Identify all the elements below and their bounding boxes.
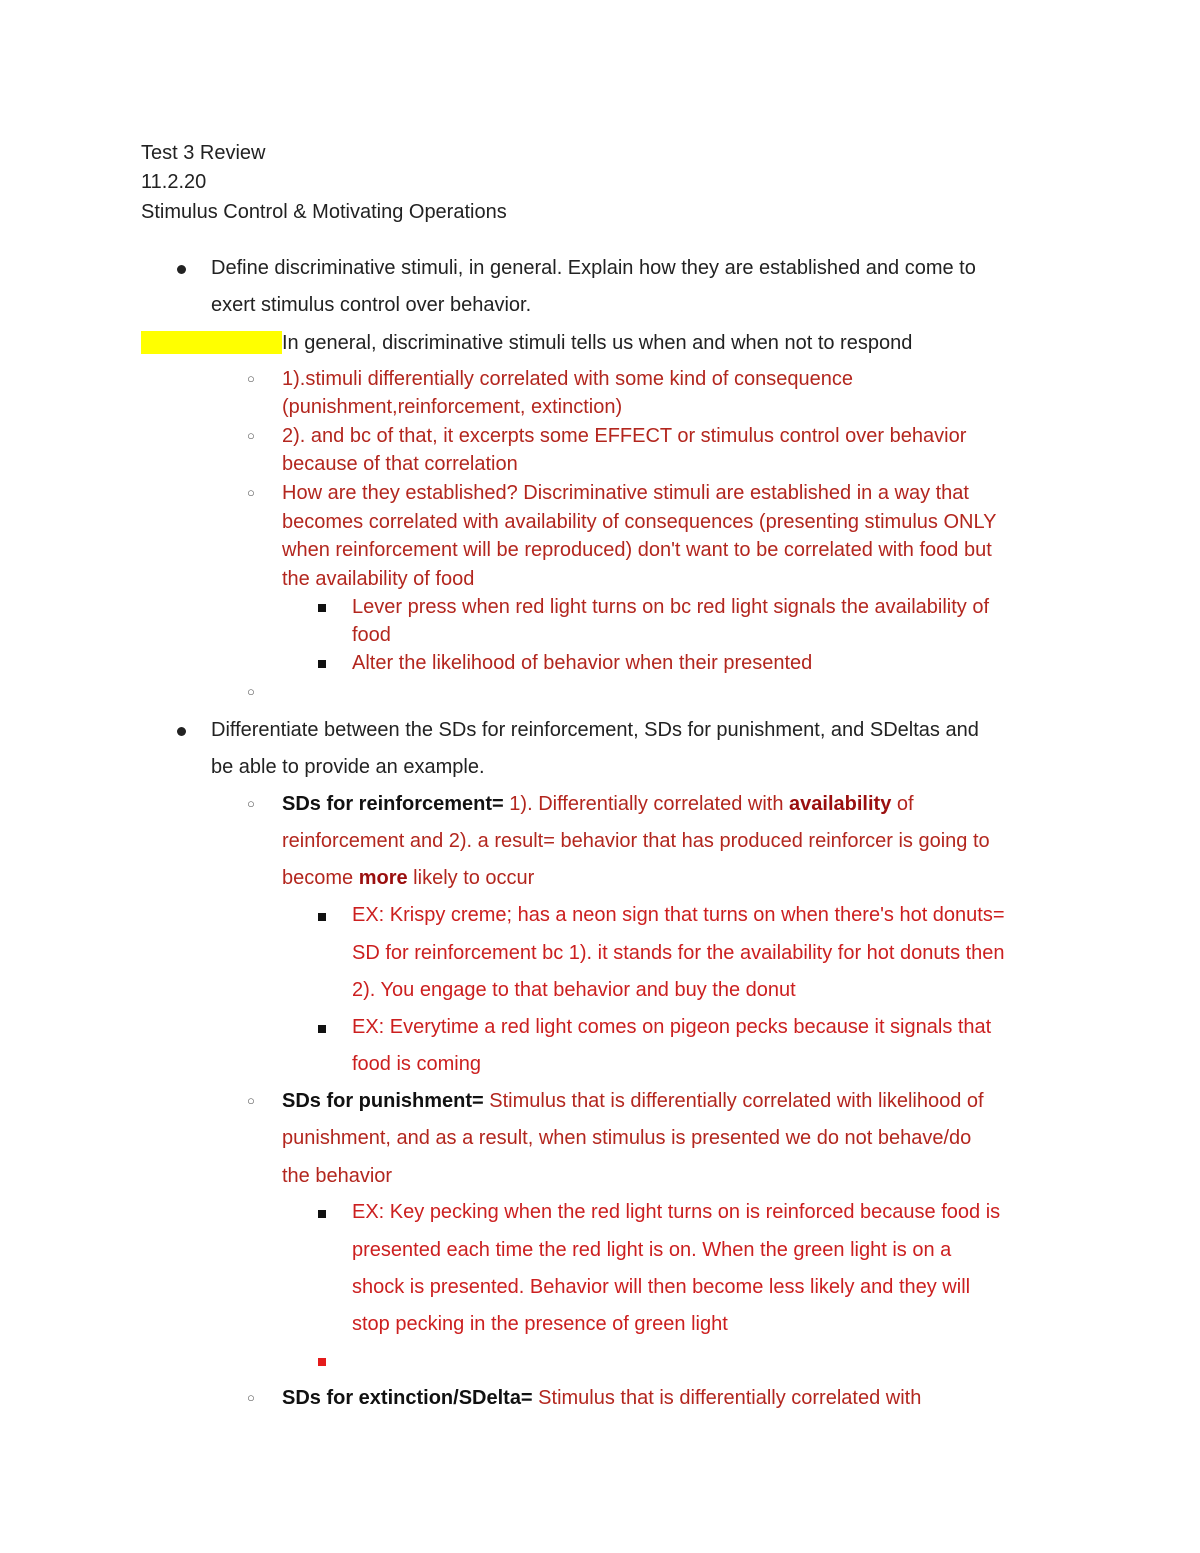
ex2-line-1: Alter the likelihood of behavior when their presented — [352, 652, 813, 674]
question-1-line-1: Define discriminative stimuli, in general. Explain how they are established and come to — [211, 257, 976, 279]
sub1-line-2: (punishment,reinforcement, extinction) — [282, 396, 623, 418]
ex-key-line-3: shock is presented. Behavior will then become less likely and they will — [352, 1276, 971, 1298]
doc-subtitle: Stimulus Control & Motivating Operations — [141, 201, 507, 223]
question-2-line-1: Differentiate between the SDs for reinforcement, SDs for punishment, and SDeltas and — [211, 719, 979, 741]
sdp-line-1 — [282, 1089, 984, 1113]
sdp-text: Stimulus that is differentially correlated with likelihood of — [483, 1090, 984, 1112]
sub3-line-2: becomes correlated with availability of consequences (presenting stimulus ONLY — [282, 511, 997, 533]
circle-bullet-icon: ○ — [247, 371, 255, 386]
circle-bullet-icon: ○ — [247, 1390, 255, 1405]
square-bullet-icon — [318, 913, 326, 921]
ex-key-line-4: stop pecking in the presence of green light — [352, 1313, 728, 1335]
square-bullet-icon — [318, 604, 326, 612]
sdr-text-c: become — [282, 867, 359, 889]
ex1-line-2: food — [352, 624, 391, 646]
square-bullet-icon — [318, 1025, 326, 1033]
sdr-bold-availability: availability — [789, 793, 892, 815]
ex-pigeon-line-1: EX: Everytime a red light comes on pigeon pecks because it signals that — [352, 1016, 992, 1038]
square-bullet-icon — [318, 1210, 326, 1218]
answer-1: In general, discriminative stimuli tells us when and when not to respond — [282, 332, 913, 354]
sdr-text-b: of — [891, 793, 914, 815]
doc-title: Test 3 Review — [141, 142, 266, 164]
sdr-line-3 — [282, 866, 534, 890]
sdr-bold-more: more — [358, 867, 408, 889]
sub2-line-1: 2). and bc of that, it excerpts some EFFECT or stimulus control over behavior — [282, 425, 967, 447]
sub3-line-3: when reinforcement will be reproduced) don't want to be correlated with food but — [282, 539, 992, 561]
sub1-line-1: 1).stimuli differentially correlated with some kind of consequence — [282, 368, 854, 390]
sdp-line-2: punishment, and as a result, when stimulus is presented we do not behave/do — [282, 1127, 972, 1149]
ex1-line-1: Lever press when red light turns on bc red light signals the availability of — [352, 596, 990, 618]
sde-text: Stimulus that is differentially correlated with — [532, 1387, 922, 1409]
circle-bullet-icon: ○ — [247, 796, 255, 811]
question-1-line-2: exert stimulus control over behavior. — [211, 294, 532, 316]
ex-krispy-line-2: SD for reinforcement bc 1). it stands for the availability for hot donuts then — [352, 942, 1005, 964]
sde-line-1 — [282, 1386, 921, 1410]
square-bullet-red-icon — [318, 1358, 326, 1366]
ex-krispy-line-3: 2). You engage to that behavior and buy the donut — [352, 979, 796, 1001]
bullet-dot-icon — [177, 727, 186, 736]
bullet-dot-icon — [177, 265, 186, 274]
sub2-line-2: because of that correlation — [282, 453, 518, 475]
sdp-line-3: the behavior — [282, 1165, 393, 1187]
circle-bullet-icon: ○ — [247, 1093, 255, 1108]
ex-krispy-line-1: EX: Krispy creme; has a neon sign that turns on when there's hot donuts= — [352, 904, 1005, 926]
square-bullet-icon — [318, 660, 326, 668]
sdr-line-1 — [282, 792, 914, 816]
circle-bullet-icon: ○ — [247, 485, 255, 500]
sdp-label: SDs for punishment= — [282, 1090, 484, 1112]
ex-pigeon-line-2: food is coming — [352, 1053, 481, 1075]
question-2-line-2: be able to provide an example. — [211, 756, 485, 778]
sdr-label: SDs for reinforcement= — [282, 793, 504, 815]
sdr-text-a: 1). Differentially correlated with — [503, 793, 790, 815]
sdr-line-2: reinforcement and 2). a result= behavior that has produced reinforcer is going to — [282, 830, 990, 852]
sub3-line-4: the availability of food — [282, 568, 475, 590]
doc-date: 11.2.20 — [141, 171, 207, 193]
circle-bullet-icon: ○ — [247, 428, 255, 443]
ex-key-line-2: presented each time the red light is on. When the green light is on a — [352, 1239, 952, 1261]
yellow-highlight — [141, 331, 282, 354]
circle-bullet-icon: ○ — [247, 684, 255, 699]
sde-label: SDs for extinction/SDelta= — [282, 1387, 533, 1409]
sdr-text-d: likely to occur — [407, 867, 535, 889]
sub3-line-1: How are they established? Discriminative stimuli are established in a way that — [282, 482, 969, 504]
ex-key-line-1: EX: Key pecking when the red light turns on is reinforced because food is — [352, 1201, 1001, 1223]
